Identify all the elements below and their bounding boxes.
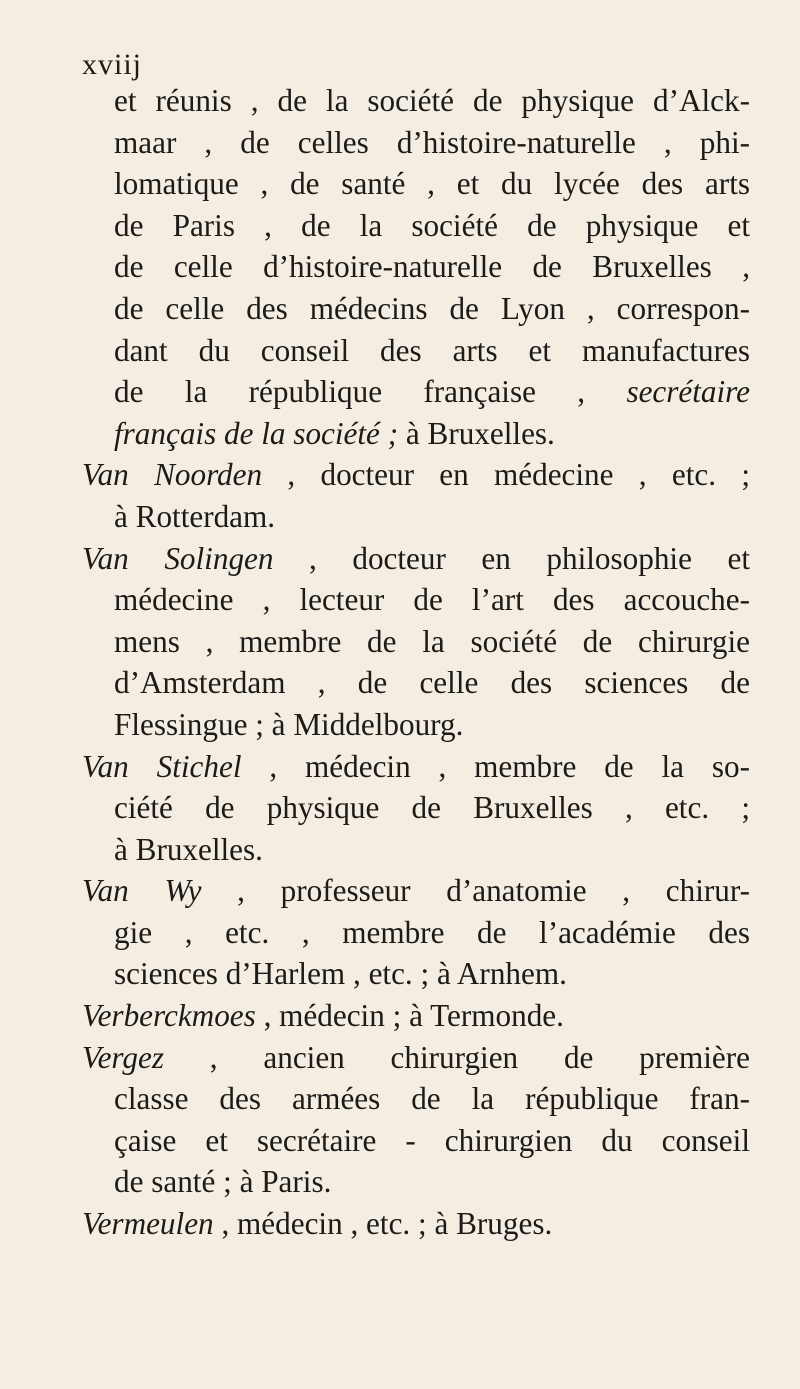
italic-segment: Vermeulen bbox=[82, 1206, 214, 1242]
text-line bbox=[82, 205, 750, 247]
text-segment: , ancien chirurgien de première bbox=[164, 1039, 750, 1075]
text-segment: de celle d’histoire-naturelle de Bruxelles , bbox=[114, 249, 750, 285]
text-segment: à Bruxelles. bbox=[398, 415, 555, 451]
text-segment: classe des armées de la république fran- bbox=[114, 1081, 750, 1117]
text-line bbox=[82, 413, 750, 455]
text-segment: et réunis , de la société de physique d’Alck- bbox=[114, 83, 750, 118]
text-line bbox=[82, 163, 750, 205]
italic-segment: français de la société ; bbox=[114, 415, 399, 451]
text-segment: maar , de celles d’histoire-naturelle , phi- bbox=[114, 124, 750, 160]
text-segment: à Bruxelles. bbox=[114, 831, 263, 867]
text-segment: de santé ; à Paris. bbox=[114, 1164, 332, 1200]
text-segment: à Rotterdam. bbox=[114, 498, 276, 534]
text-segment: dant du conseil des arts et manufactures bbox=[114, 332, 750, 368]
text-segment: lomatique , de santé , et du lycée des arts bbox=[114, 166, 750, 202]
text-segment: , professeur d’anatomie , chirur- bbox=[201, 873, 750, 909]
text-segment: ciété de physique de Bruxelles , etc. ; bbox=[114, 790, 750, 826]
text-line bbox=[82, 538, 750, 580]
text-segment: , docteur en philosophie et bbox=[273, 540, 750, 576]
text-line bbox=[82, 80, 750, 122]
text-line bbox=[82, 621, 750, 663]
text-segment: médecine , lecteur de l’art des accouche- bbox=[114, 582, 750, 618]
italic-segment: Van Noorden bbox=[82, 457, 263, 493]
italic-segment: Van Solingen bbox=[82, 540, 274, 576]
text-line bbox=[82, 870, 750, 912]
text-line bbox=[82, 746, 750, 788]
text-line bbox=[82, 371, 750, 413]
text-segment: , docteur en médecine , etc. ; bbox=[262, 457, 750, 493]
text-line bbox=[82, 787, 750, 829]
text-line bbox=[82, 1037, 750, 1079]
text-line bbox=[82, 1161, 750, 1203]
text-line bbox=[82, 288, 750, 330]
text-segment: sciences d’Harlem , etc. ; à Arnhem. bbox=[114, 956, 567, 992]
text-line bbox=[82, 829, 750, 871]
text-segment: mens , membre de la société de chirurgie bbox=[114, 623, 750, 659]
text-segment: de celle des médecins de Lyon , correspon- bbox=[114, 290, 750, 326]
text-block bbox=[82, 80, 750, 1245]
italic-segment: Van Stichel bbox=[82, 748, 242, 784]
text-segment: de Paris , de la société de physique et bbox=[114, 207, 750, 243]
italic-segment: Vergez bbox=[82, 1039, 164, 1075]
text-segment: , médecin , etc. ; à Bruges. bbox=[213, 1206, 553, 1242]
text-line bbox=[82, 579, 750, 621]
text-line bbox=[82, 496, 750, 538]
text-line bbox=[82, 454, 750, 496]
text-segment: , médecin , membre de la so- bbox=[241, 748, 750, 784]
italic-segment: Verberckmoes bbox=[82, 998, 256, 1034]
italic-segment: secrétaire bbox=[626, 374, 750, 410]
text-segment: d’Amsterdam , de celle des sciences de bbox=[114, 665, 750, 701]
text-segment: gie , etc. , membre de l’académie des bbox=[114, 914, 750, 950]
text-line bbox=[82, 246, 750, 288]
text-line bbox=[82, 1120, 750, 1162]
text-line bbox=[82, 1078, 750, 1120]
text-segment: , médecin ; à Termonde. bbox=[255, 998, 564, 1034]
text-line bbox=[82, 912, 750, 954]
page-number: xviij bbox=[82, 48, 143, 81]
text-segment: çaise et secrétaire - chirurgien du conseil bbox=[114, 1122, 750, 1158]
text-line bbox=[82, 122, 750, 164]
text-segment: de la république française , bbox=[114, 374, 627, 410]
text-line bbox=[82, 1203, 750, 1245]
text-line bbox=[82, 662, 750, 704]
text-segment: Flessingue ; à Middelbourg. bbox=[114, 706, 464, 742]
text-line bbox=[82, 953, 750, 995]
italic-segment: Van Wy bbox=[82, 873, 202, 909]
text-line bbox=[82, 995, 750, 1037]
text-line bbox=[82, 330, 750, 372]
text-line bbox=[82, 704, 750, 746]
